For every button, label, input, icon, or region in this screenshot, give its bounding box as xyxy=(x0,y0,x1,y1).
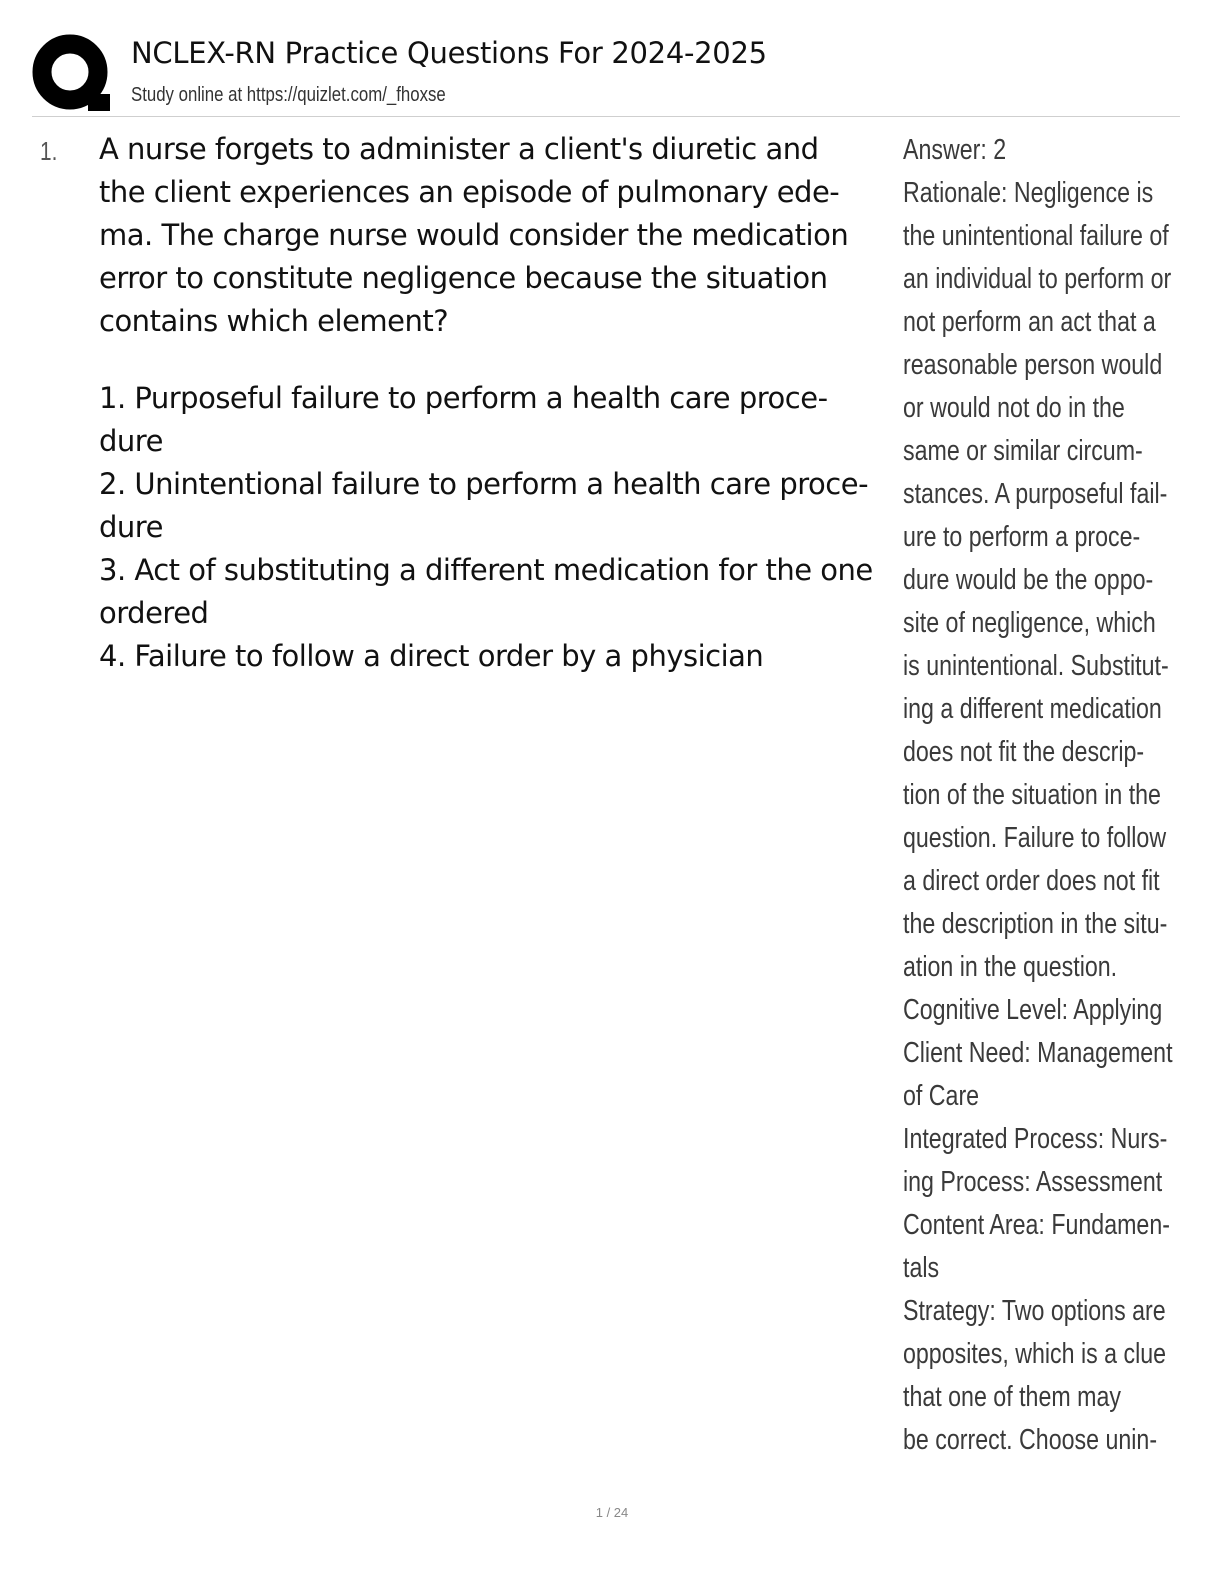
answer-line: question. Failure to follow xyxy=(903,822,1167,854)
answer-line: or would not do in the xyxy=(903,392,1125,424)
question-block xyxy=(99,128,899,678)
answer-line: Content Area: Fundamen- xyxy=(903,1209,1170,1241)
answer-line: same or similar circum- xyxy=(903,435,1143,467)
option-line: 4. Failure to follow a direct order by a physician xyxy=(99,639,764,673)
answer-line: Client Need: Management xyxy=(903,1037,1173,1069)
answer-line: Cognitive Level: Applying xyxy=(903,994,1163,1026)
answer-line: ing a different medication xyxy=(903,693,1162,725)
answer-line: Rationale: Negligence is xyxy=(903,177,1154,209)
answer-line: ure to perform a proce- xyxy=(903,521,1141,553)
answer-line: that one of them may xyxy=(903,1381,1121,1413)
answer-line: tals xyxy=(903,1252,940,1284)
answer-line: Answer: 2 xyxy=(903,134,1007,166)
answer-line: site of negligence, which xyxy=(903,607,1156,639)
answer-line: ing Process: Assessment xyxy=(903,1166,1163,1198)
question-stem-line: the client experiences an episode of pulmonary ede- xyxy=(99,175,840,209)
answer-line: dure would be the oppo- xyxy=(903,564,1154,596)
answer-line: ation in the question. xyxy=(903,951,1118,983)
answer-options xyxy=(99,377,899,678)
question-stem-line: ma. The charge nurse would consider the medication xyxy=(99,218,849,252)
question-stem xyxy=(99,128,899,343)
answer-line: not perform an act that a xyxy=(903,306,1156,338)
option-line: 2. Unintentional failure to perform a health care proce- xyxy=(99,467,869,501)
question-stem-line: A nurse forgets to administer a client's diuretic and xyxy=(99,132,819,166)
header-divider xyxy=(32,116,1180,117)
option-line: 3. Act of substituting a different medication for the one xyxy=(99,553,873,587)
question-number: 1. xyxy=(40,136,58,166)
document-title: NCLEX-RN Practice Questions For 2024-2025 xyxy=(131,36,767,70)
study-online-link[interactable]: Study online at https://quizlet.com/_fhoxse xyxy=(131,84,446,106)
answer-line: does not fit the descrip- xyxy=(903,736,1145,768)
answer-line: stances. A purposeful fail- xyxy=(903,478,1168,510)
answer-rationale xyxy=(903,129,1203,1462)
answer-line: of Care xyxy=(903,1080,980,1112)
option-line: dure xyxy=(99,424,163,458)
answer-line: the unintentional failure of xyxy=(903,220,1169,252)
answer-line: the description in the situ- xyxy=(903,908,1168,940)
question-stem-line: error to constitute negligence because the situation xyxy=(99,261,828,295)
answer-line: opposites, which is a clue xyxy=(903,1338,1167,1370)
option-line: dure xyxy=(99,510,163,544)
answer-line: reasonable person would xyxy=(903,349,1163,381)
option-line: ordered xyxy=(99,596,209,630)
answer-line: a direct order does not fit xyxy=(903,865,1160,897)
option-line: 1. Purposeful failure to perform a health care proce- xyxy=(99,381,828,415)
answer-line: be correct. Choose unin- xyxy=(903,1424,1158,1456)
answer-line: Integrated Process: Nurs- xyxy=(903,1123,1168,1155)
answer-line: is unintentional. Substitut- xyxy=(903,650,1169,682)
answer-line: tion of the situation in the xyxy=(903,779,1161,811)
answer-line: Strategy: Two options are xyxy=(903,1295,1166,1327)
page-number: 1 / 24 xyxy=(595,1505,629,1520)
answer-line: an individual to perform or xyxy=(903,263,1172,295)
quizlet-logo-icon xyxy=(32,34,112,114)
question-stem-line: contains which element? xyxy=(99,304,449,338)
